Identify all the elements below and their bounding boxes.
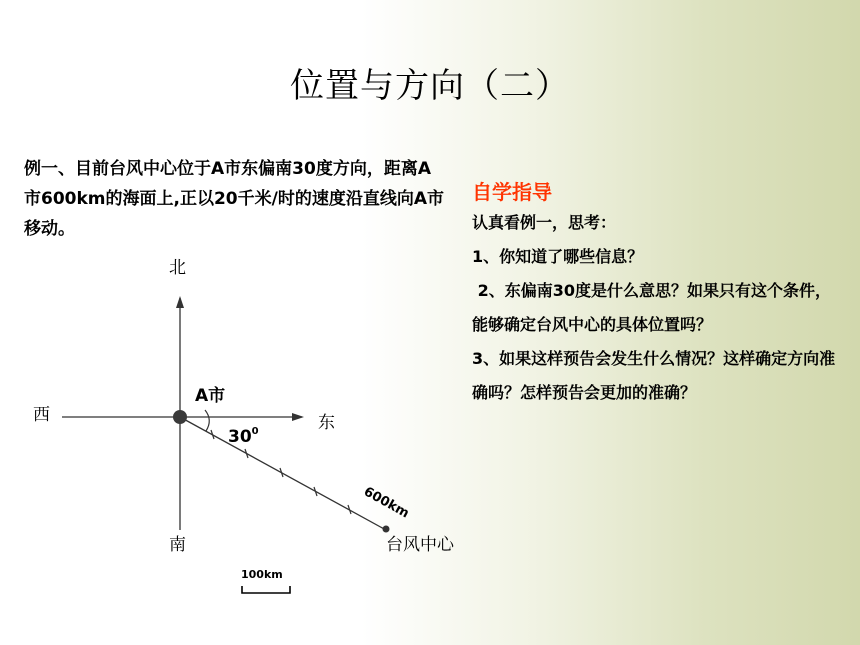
guide-questions	[472, 206, 844, 410]
slide-title: 位置与方向（二）	[290, 66, 570, 106]
typhoon-center-label: 台风中心	[386, 535, 454, 555]
scale-bar	[242, 586, 290, 593]
north-label: 北	[169, 258, 186, 278]
typhoon-direction-line	[180, 417, 386, 530]
typhoon-center-point	[383, 526, 390, 533]
angle-arc	[205, 410, 209, 431]
city-a-label: A市	[195, 386, 226, 406]
distance-label: 600km	[361, 484, 412, 522]
west-label: 西	[33, 405, 50, 425]
guide-heading: 自学指导	[472, 180, 552, 204]
guide-question-2: 2、东偏南30度是什么意思？如果只有这个条件，能够确定台风中心的具体位置吗？	[472, 281, 831, 334]
guide-question-1: 1、你知道了哪些信息？	[472, 247, 644, 266]
south-label: 南	[169, 535, 186, 555]
guide-intro: 认真看例一，思考：	[472, 213, 617, 232]
scale-label: 100km	[241, 568, 283, 581]
example-text: 例一、目前台风中心位于A市东偏南30度方向，距离A市600km的海面上,正以20千米/时的速度沿直线向A市移动。	[24, 159, 444, 239]
angle-label: $30^0$	[228, 426, 259, 447]
east-arrow-head	[292, 413, 304, 421]
east-label: 东	[318, 413, 335, 433]
city-a-point	[173, 410, 187, 424]
guide-question-3: 3、如果这样预告会发生什么情况？这样确定方向准确吗？怎样预告会更加的准确？	[472, 349, 836, 402]
north-arrow-head	[176, 296, 184, 308]
